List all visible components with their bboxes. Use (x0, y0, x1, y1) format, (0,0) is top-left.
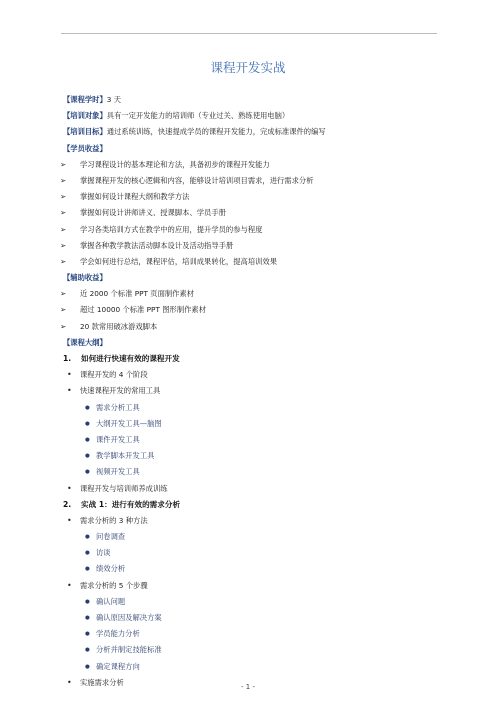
benefit-item: ➢ 掌握如何设计讲师讲义、授课脚本、学员手册 (63, 205, 443, 221)
aux-item: ➢ 20 款常用破冰游戏脚本 (63, 319, 443, 335)
method-item: ● 访谈 (63, 545, 443, 561)
section-2-bullet: • 需求分析的 3 种方法 (63, 513, 443, 529)
page-title: 课程开发实战 (210, 60, 286, 75)
benefit-item: ➢ 掌握课程开发的核心逻辑和内容，能够设计培训项目需求，进行需求分析 (63, 173, 443, 189)
benefits-heading: 【学员收益】 (63, 143, 107, 153)
document-body (63, 92, 443, 691)
training-goal: 【培训目标】通过系统训练，快速提成学员的课程开发能力，完成标准课件的编写 (63, 127, 326, 137)
section-2-bullet: • 需求分析的 5 个步骤 (63, 578, 443, 594)
section-2-heading: 2. 实战 1：进行有效的需求分析 (63, 499, 181, 509)
tool-item: ● 课件开发工具 (63, 432, 443, 448)
section-2-bullet: • 实施需求分析 (63, 675, 443, 691)
step-item: ● 确定课程方向 (63, 659, 443, 675)
tool-item: ● 教学脚本开发工具 (63, 448, 443, 464)
tool-item: ● 大纲开发工具—脑图 (63, 416, 443, 432)
training-audience: 【培训对象】具有一定开发能力的培训师（专业过关、熟练使用电脑） (63, 111, 290, 121)
aux-item: ➢ 近 2000 个标准 PPT 页面制作素材 (63, 286, 443, 302)
step-item: ● 确认原因及解决方案 (63, 610, 443, 626)
benefit-item: ➢ 掌握如何设计课程大纲和教学方法 (63, 189, 443, 205)
aux-item: ➢ 超过 10000 个标准 PPT 图形制作素材 (63, 302, 443, 318)
tool-item: ● 需求分析工具 (63, 400, 443, 416)
section-1-bullet: • 课程开发与培训师养成训练 (63, 481, 443, 497)
benefit-item: ➢ 掌握各种教学教法活动脚本设计及活动指导手册 (63, 238, 443, 254)
step-item: ● 分析并制定技能标准 (63, 642, 443, 658)
section-1-bullet: • 课程开发的 4 个阶段 (63, 367, 443, 383)
benefit-item: ➢ 学习各类培训方式在教学中的应用，提升学员的参与程度 (63, 222, 443, 238)
step-item: ● 学员能力分析 (63, 626, 443, 642)
section-1-bullet: • 快速课程开发的常用工具 (63, 383, 443, 399)
outline-heading: 【课程大纲】 (63, 337, 107, 347)
header-rule (61, 33, 437, 34)
method-item: ● 绩效分析 (63, 561, 443, 577)
page-number: - 1 - (241, 683, 255, 691)
section-1-heading: 1. 如何进行快速有效的课程开发 (63, 354, 180, 363)
step-item: ● 确认问题 (63, 594, 443, 610)
method-item: ● 问卷调查 (63, 529, 443, 545)
aux-heading: 【辅助收益】 (63, 273, 107, 283)
course-hours: 【课程学时】3 天 (63, 95, 122, 104)
tool-item: ● 视频开发工具 (63, 464, 443, 480)
benefit-item: ➢ 学会如何进行总结，课程评估，培训成果转化，提高培训效果 (63, 254, 443, 270)
benefit-item: ➢ 学习课程设计的基本理论和方法，具备初步的课程开发能力 (63, 157, 443, 173)
